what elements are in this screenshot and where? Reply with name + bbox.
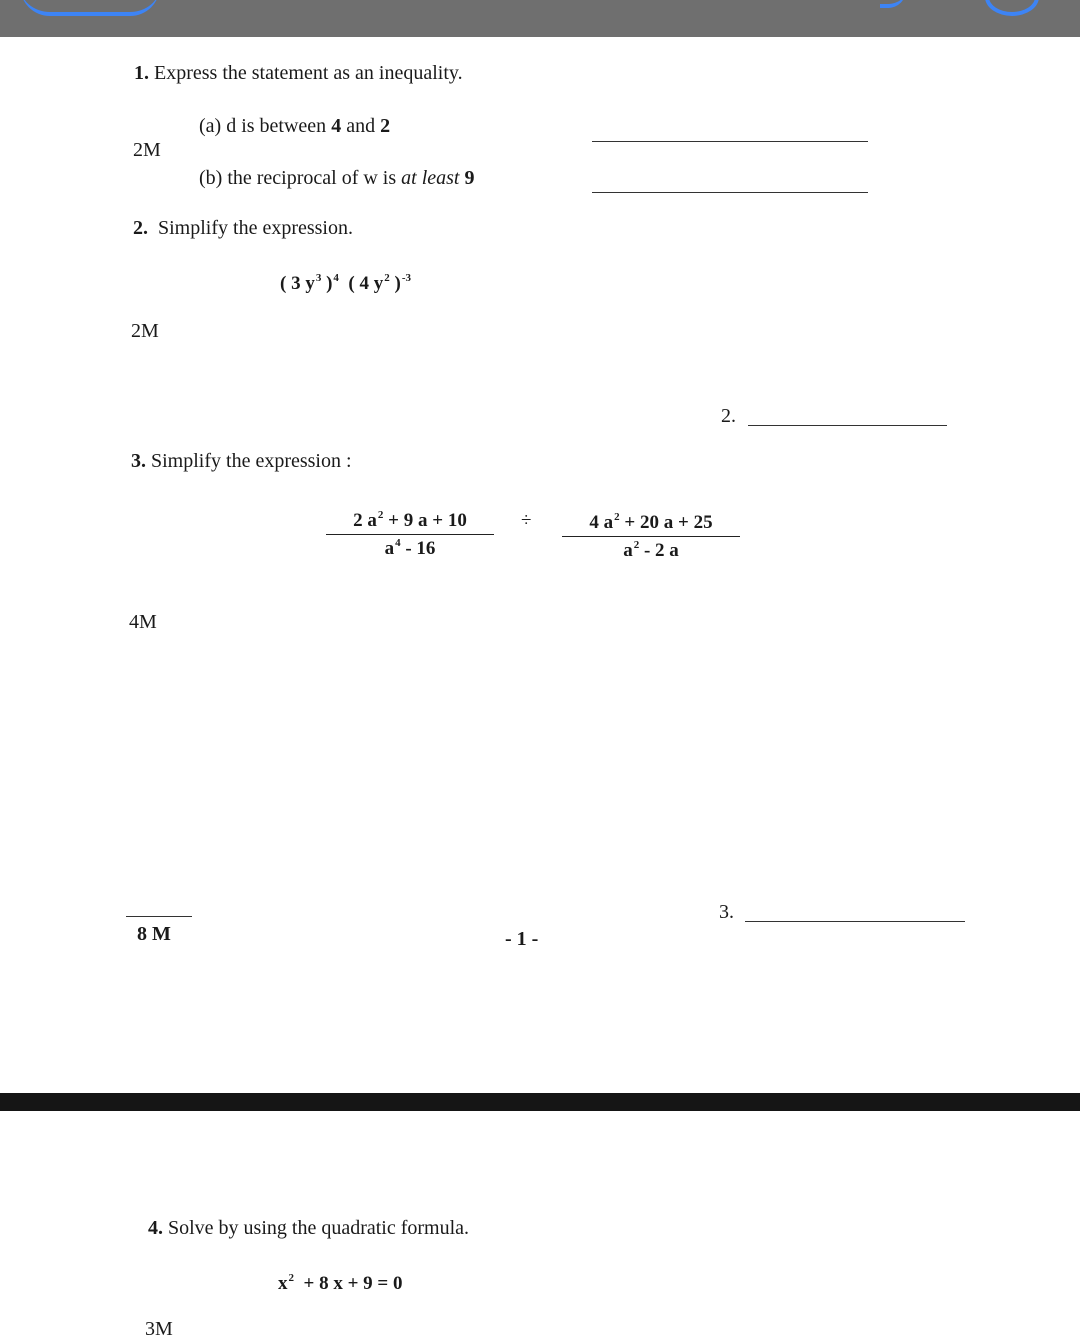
question-text: Simplify the expression. — [158, 217, 353, 239]
question-number: 4. — [148, 1217, 163, 1239]
back-arrow-icon[interactable] — [20, 0, 160, 16]
question-number: 1. — [134, 62, 149, 84]
marks-label: 3M — [145, 1318, 173, 1340]
part-text: d is between — [226, 115, 327, 137]
question-1-prompt — [134, 62, 463, 85]
part-label: (a) — [199, 115, 222, 137]
viewer-top-bar — [0, 0, 1080, 37]
question-text: Simplify the expression : — [151, 450, 352, 472]
answer-line-1b[interactable] — [592, 192, 868, 193]
divide-operator: ÷ — [521, 510, 532, 531]
conjunction: and — [346, 115, 376, 137]
fraction-left — [326, 509, 494, 560]
answer-line-1a[interactable] — [592, 141, 868, 142]
denominator: $a^2 - 2$ a — [623, 539, 679, 561]
number: 2 — [380, 115, 391, 137]
question-text: Solve by using the quadratic formula. — [168, 1217, 470, 1239]
answer-label: 3. — [719, 901, 734, 923]
question-3-prompt — [131, 450, 352, 473]
quadratic-equation: $x^2 + 8$ x + 9 = 0 — [278, 1272, 403, 1294]
numerator: 4 $a^2 + 20$ a + 25 — [562, 511, 740, 537]
question-2-prompt — [133, 217, 353, 240]
marks-label: 2M — [133, 139, 161, 161]
edit-icon[interactable] — [880, 0, 906, 8]
question-1b — [199, 167, 475, 190]
answer-label: 2. — [721, 405, 736, 427]
emphasis-text: at least — [401, 167, 460, 189]
total-score-line[interactable] — [126, 916, 192, 917]
total-marks: 8 M — [137, 923, 171, 945]
question-text: Express the statement as an inequality. — [154, 62, 463, 84]
number: 9 — [464, 167, 475, 189]
marks-label: 4M — [129, 611, 157, 633]
numerator: 2 $a^2 + 9$ a + 10 — [326, 509, 494, 535]
fraction-right — [562, 511, 740, 562]
answer-line-2[interactable] — [748, 425, 947, 426]
question-number: 3. — [131, 450, 146, 472]
number: 4 — [331, 115, 342, 137]
part-text: the reciprocal of w is — [227, 167, 397, 189]
expression-q2: ( 3 $y^3$ )$^4$ ( 4 $y^2$ )$^{-3}$ — [280, 272, 411, 294]
question-1a — [199, 115, 390, 138]
marks-label: 2M — [131, 320, 159, 342]
answer-line-3[interactable] — [745, 921, 965, 922]
page-number: - 1 - — [505, 928, 539, 950]
page-divider — [0, 1093, 1080, 1111]
search-icon[interactable] — [985, 0, 1039, 16]
question-4-prompt — [148, 1217, 469, 1240]
question-number: 2. — [133, 217, 148, 239]
part-label: (b) — [199, 167, 223, 189]
denominator: $a^4 - 16$ — [384, 537, 436, 559]
